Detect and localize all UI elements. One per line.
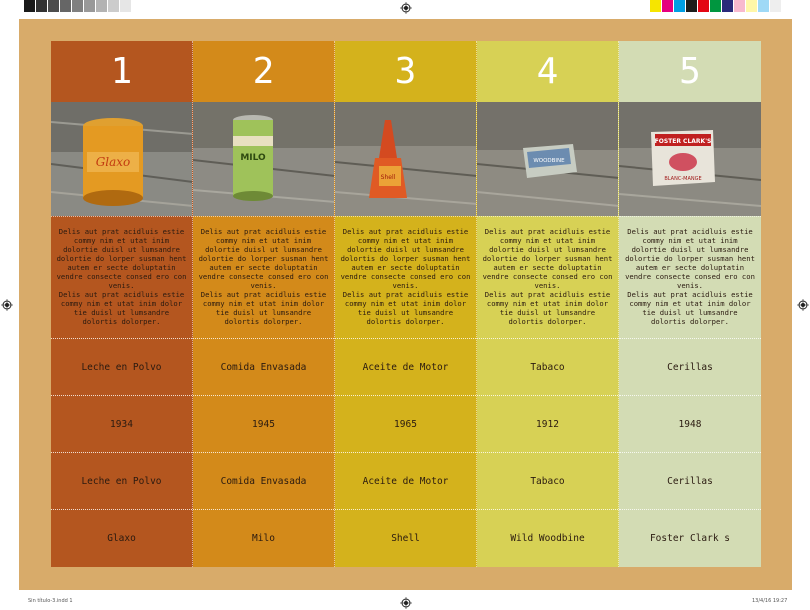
product-table xyxy=(51,41,761,567)
print-slug-right: 13/4/16 19:27 xyxy=(752,598,788,604)
category-cell: Leche en Polvo xyxy=(51,339,192,396)
color-swatch xyxy=(746,0,758,12)
blanc-mange-box-icon xyxy=(619,102,761,216)
gray-swatch xyxy=(48,0,60,12)
column-3 xyxy=(335,41,477,567)
product-photo xyxy=(335,102,476,216)
brand-cell: Glaxo xyxy=(107,532,136,544)
category-cell: Cerillas xyxy=(619,339,761,396)
product-description: Delis aut prat acidluis estie commy nim et utat inim dolortie duisl ut lumsandre dolortis do lorper susman hent autem er secte doluptatin vendre consecte consed ero con venis. Delis aut prat acidluis estie commy nim et utat inim dolor tie duisl ut lumsandre dolortis dolorper. xyxy=(335,216,476,339)
year-cell: 1912 xyxy=(477,396,618,453)
year-cell: 1965 xyxy=(335,396,476,453)
category-repeat-cell: Aceite de Motor xyxy=(335,453,476,510)
product-photo xyxy=(193,102,334,216)
year-cell: 1945 xyxy=(193,396,334,453)
product-photo xyxy=(51,102,192,216)
print-slug-left: Sin título-3.indd 1 xyxy=(28,598,73,604)
product-photo xyxy=(619,102,761,216)
color-swatch xyxy=(674,0,686,12)
category-repeat-cell: Tabaco xyxy=(477,453,618,510)
color-swatch xyxy=(770,0,782,12)
product-description: Delis aut prat acidluis estie commy nim et utat inim dolortie duisl ut lumsandre dolortie do lorper susman hent autem er secte doluptatin vendre consecte consed ero con venis. Delis aut prat acidluis estie commy nim et utat inim dolor tie duisl ut lumsandre dolortis dolorper. xyxy=(193,216,334,339)
glaxo-tin-icon xyxy=(51,102,192,216)
gray-swatch xyxy=(84,0,96,12)
category-cell: Comida Envasada xyxy=(193,339,334,396)
category-repeat-cell: Leche en Polvo xyxy=(51,453,192,510)
column-5 xyxy=(619,41,761,567)
color-swatch xyxy=(686,0,698,12)
svg-text:BLANC-MANGE: BLANC-MANGE xyxy=(664,176,702,182)
svg-text:FOSTER CLARK'S: FOSTER CLARK'S xyxy=(654,138,712,145)
gray-swatch xyxy=(72,0,84,12)
brand-cell: Foster Clark s xyxy=(649,532,731,544)
color-swatch xyxy=(698,0,710,12)
column-number: 5 xyxy=(679,51,701,92)
color-swatch xyxy=(734,0,746,12)
category-cell: Tabaco xyxy=(477,339,618,396)
registration-mark-right xyxy=(797,299,809,311)
gray-swatch xyxy=(108,0,120,12)
gray-swatch xyxy=(60,0,72,12)
product-description: Delis aut prat acidluis estie commy nim et utat inim dolortie duisl ut lumsandre dolortie do lorper susman hent autem er secte doluptatin vendre consecte consed ero con venis. Delis aut prat acidluis estie commy nim et utat inim dolor tie duisl ut lumsandre dolortis dolorper. xyxy=(51,216,192,339)
brand-cell: Wild Woodbine xyxy=(510,532,585,544)
color-swatch xyxy=(662,0,674,12)
shell-oil-can-icon xyxy=(335,102,476,216)
brand-cell: Milo xyxy=(252,532,275,544)
color-swatch xyxy=(710,0,722,12)
registration-mark-bottom xyxy=(400,597,412,609)
color-swatch xyxy=(758,0,770,12)
product-photo xyxy=(477,102,618,216)
column-number: 3 xyxy=(394,51,417,92)
year-cell: 1934 xyxy=(51,396,192,453)
column-2 xyxy=(193,41,335,567)
product-description: Delis aut prat acidluis estie commy nim et utat inim dolortie duisl ut lumsandre dolortie do lorper susman hent autem er secte doluptatin vendre consecte consed ero con venis. Delis aut prat acidluis estie commy nim et utat inim dolor tie duisl ut lumsandre dolortis dolorper. xyxy=(477,216,618,339)
milo-tin-icon xyxy=(193,102,334,216)
category-repeat-cell: Cerillas xyxy=(619,453,761,510)
gray-swatch xyxy=(120,0,132,12)
registration-mark-left xyxy=(1,299,13,311)
svg-text:Shell: Shell xyxy=(380,174,396,181)
woodbine-tin-icon xyxy=(477,102,618,216)
category-cell: Aceite de Motor xyxy=(335,339,476,396)
svg-text:MILO: MILO xyxy=(240,153,266,163)
gray-swatch xyxy=(132,0,144,12)
column-number: 2 xyxy=(252,51,275,92)
brand-cell: Shell xyxy=(391,532,420,544)
column-1 xyxy=(51,41,193,567)
grayscale-bar xyxy=(24,0,144,12)
product-description: Delis aut prat acidluis estie commy nim et utat inim dolortie duisl ut lumsandre dolortie do lorper susman hent autem er secte doluptatin vendre consecte consed ero con venis. Delis aut prat acidluis estie commy nim et utat inim dolor tie duisl ut lumsandre dolortis dolorper. xyxy=(619,216,761,339)
column-4 xyxy=(477,41,619,567)
column-number: 1 xyxy=(110,51,133,92)
gray-swatch xyxy=(36,0,48,12)
category-repeat-cell: Comida Envasada xyxy=(193,453,334,510)
svg-text:WOODBINE: WOODBINE xyxy=(533,158,565,164)
color-bar xyxy=(650,0,782,12)
column-number: 4 xyxy=(536,51,559,92)
color-swatch xyxy=(650,0,662,12)
gray-swatch xyxy=(96,0,108,12)
svg-text:Glaxo: Glaxo xyxy=(95,155,131,169)
year-cell: 1948 xyxy=(619,396,761,453)
color-swatch xyxy=(722,0,734,12)
registration-mark-top xyxy=(400,2,412,14)
gray-swatch xyxy=(24,0,36,12)
